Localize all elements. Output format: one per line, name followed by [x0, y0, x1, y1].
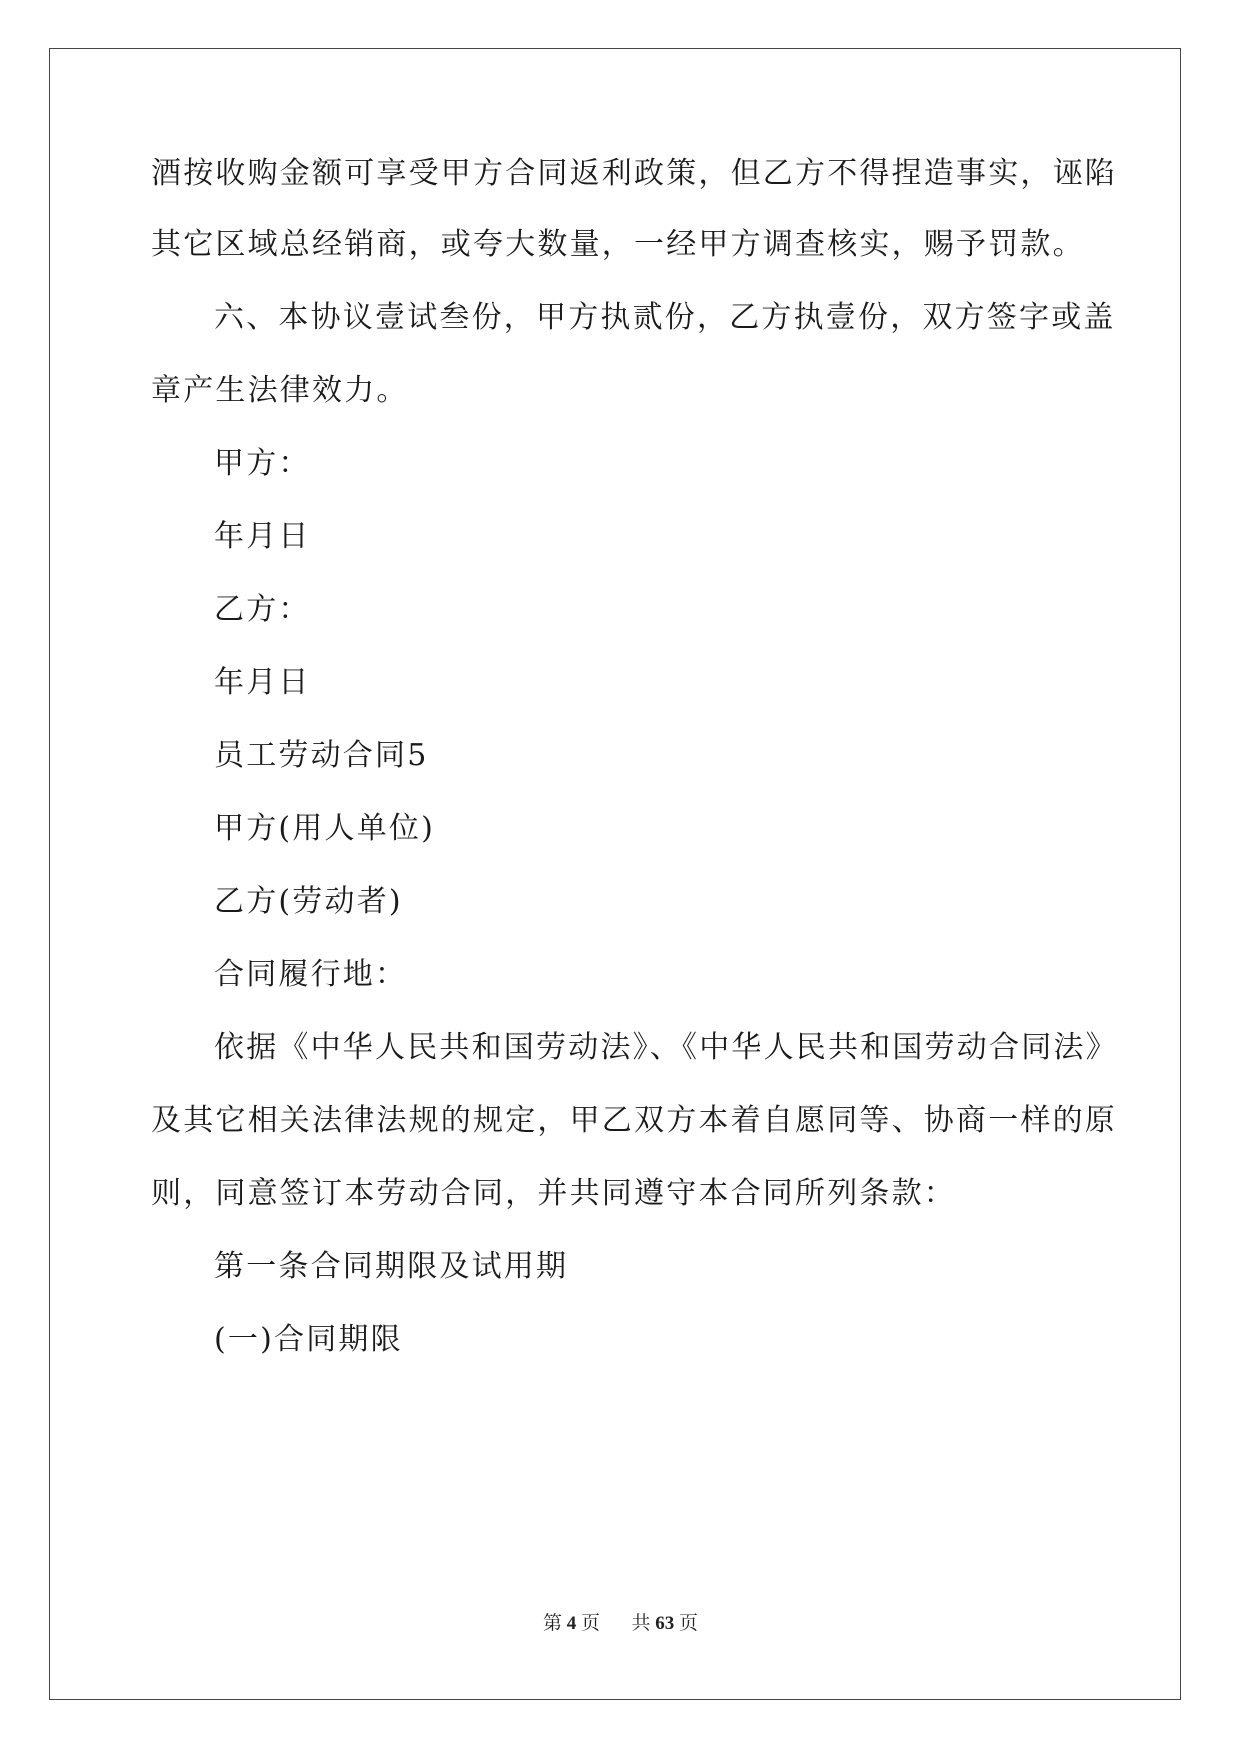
- body-text-line: 甲方(用人单位): [214, 811, 436, 846]
- body-text-line: 及其它相关法律法规的规定，甲乙双方本着自愿同等、协商一样的原: [151, 1103, 1117, 1138]
- date-line: 年月日: [214, 665, 311, 700]
- body-text-line: 乙方(劳动者): [214, 884, 403, 919]
- page-number: 4: [566, 1613, 577, 1634]
- page-footer: [0, 1608, 1241, 1635]
- party-a-label: 甲方：: [214, 446, 311, 481]
- party-b-label: 乙方：: [214, 592, 311, 627]
- body-text-line: 合同履行地：: [214, 957, 408, 992]
- page-suffix: 页: [580, 1613, 600, 1634]
- subsection-heading: (一)合同期限: [214, 1322, 403, 1357]
- body-text-line: 酒按收购金额可享受甲方合同返利政策，但乙方不得捏造事实，诬陷: [151, 156, 1117, 191]
- body-text-line: 其它区域总经销商，或夸大数量，一经甲方调查核实，赐予罚款。: [151, 227, 1085, 262]
- body-text-line: 则，同意签订本劳动合同，并共同遵守本合同所列条款：: [151, 1176, 956, 1211]
- total-suffix: 页: [679, 1613, 699, 1634]
- article-heading: 第一条合同期限及试用期: [214, 1249, 569, 1284]
- page-border: [49, 48, 1181, 1700]
- total-prefix: 共: [631, 1613, 651, 1634]
- body-text-line: 章产生法律效力。: [151, 373, 409, 408]
- section-title: 员工劳动合同5: [214, 738, 429, 773]
- body-text-line: 依据《中华人民共和国劳动法》、《中华人民共和国劳动合同法》: [214, 1030, 1118, 1065]
- total-pages: 63: [655, 1613, 675, 1634]
- body-text-line: 六、本协议壹试叁份，甲方执贰份，乙方执壹份，双方签字或盖: [214, 300, 1116, 335]
- page-prefix: 第: [542, 1613, 562, 1634]
- date-line: 年月日: [214, 519, 311, 554]
